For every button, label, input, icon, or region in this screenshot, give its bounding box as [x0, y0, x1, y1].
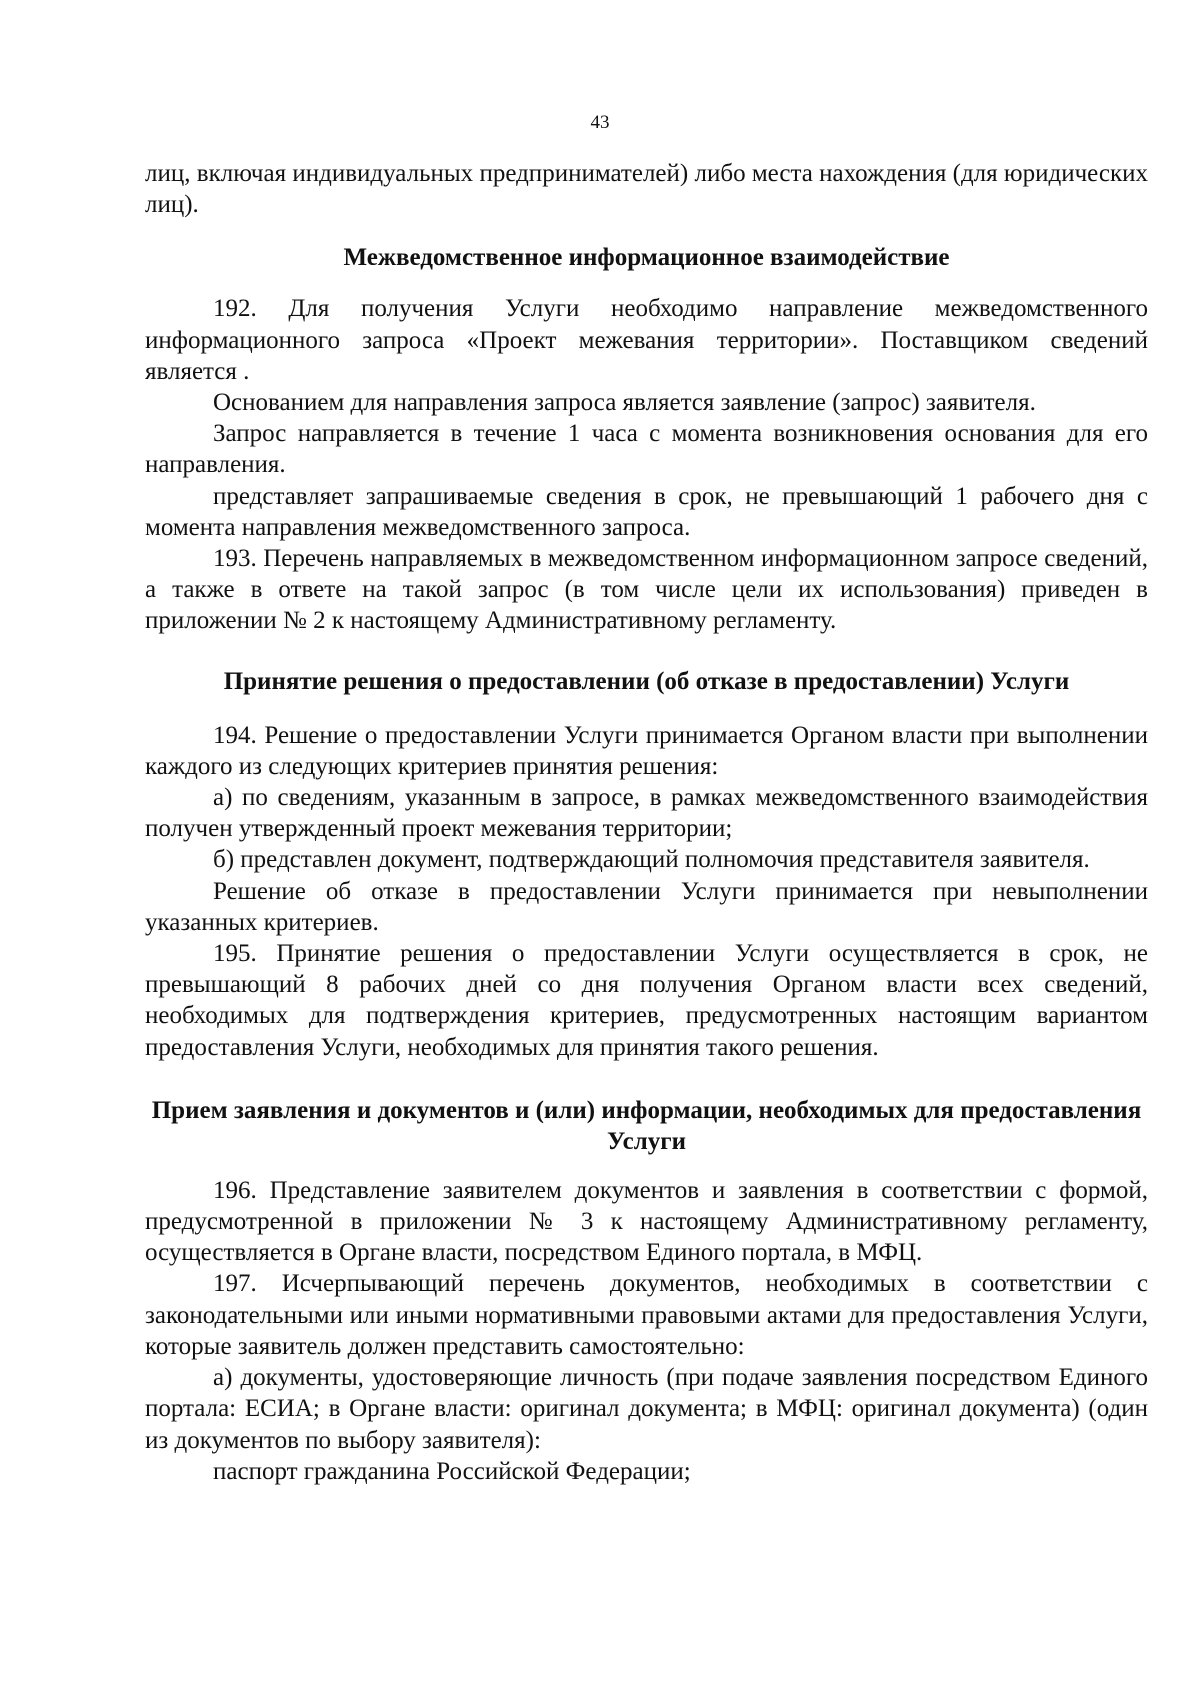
section-heading-decision: Принятие решения о предоставлении (об отказе в предоставлении) Услуги [223, 667, 1070, 695]
document-body [145, 158, 1148, 1487]
section-heading-reception: Прием заявления и документов и (или) информации, необходимых для предоставления Услуги [151, 1096, 1142, 1155]
paragraph-192-timing: Запрос направляется в течение 1 часа с момента возникновения основания для его направления. [145, 420, 1148, 479]
paragraph-192-basis: Основанием для направления запроса является заявление (запрос) заявителя. [213, 389, 1036, 417]
page-number: 43 [590, 112, 610, 133]
paragraph-197-a: а) документы, удостоверяющие личность (при подаче заявления посредством Единого портала: ЕСИА; в Органе власти: оригинал документа; в МФЦ: оригинал документа) (один из документов по выбору заявителя): [145, 1364, 1148, 1454]
paragraph-192: 192. Для получения Услуги необходимо направление межведомственного информационного запроса «Проект межевания территории». Поставщиком сведений является . [145, 295, 1148, 385]
paragraph-193: 193. Перечень направляемых в межведомственном информационном запросе сведений, а также в ответе на такой запрос (в том числе цели их использования) приведен в приложении № 2 к настоящему Административному регламенту. [145, 545, 1148, 635]
paragraph-197: 197. Исчерпывающий перечень документов, необходимых в соответствии с законодательными или иными нормативными правовыми актами для предоставления Услуги, которые заявитель должен представить самостоятельно: [145, 1270, 1148, 1360]
paragraph-192-response: представляет запрашиваемые сведения в срок, не превышающий 1 рабочего дня с момента направления межведомственного запроса. [145, 482, 1148, 541]
paragraph-continuation: лиц, включая индивидуальных предпринимателей) либо места нахождения (для юридических лиц). [145, 160, 1148, 219]
section-heading-interagency: Межведомственное информационное взаимодействие [343, 244, 950, 272]
paragraph-194-b: б) представлен документ, подтверждающий полномочия представителя заявителя. [213, 846, 1090, 874]
paragraph-194: 194. Решение о предоставлении Услуги принимается Органом власти при выполнении каждого из следующих критериев принятия решения: [145, 721, 1148, 780]
paragraph-197-passport: паспорт гражданина Российской Федерации; [213, 1457, 691, 1485]
paragraph-194-a: а) по сведениям, указанным в запросе, в рамках межведомственного взаимодействия получен утвержденный проект межевания территории; [145, 784, 1148, 843]
paragraph-195: 195. Принятие решения о предоставлении Услуги осуществляется в срок, не превышающий 8 рабочих дней со дня получения Органом власти всех сведений, необходимых для подтверждения критериев, предусмотренных настоящим вариантом предоставления Услуги, необходимых для принятия такого решения. [145, 940, 1148, 1061]
paragraph-196: 196. Представление заявителем документов и заявления в соответствии с формой, предусмотренной в приложении № 3 к настоящему Административному регламенту, осуществляется в Органе власти, посредством Единого портала, в МФЦ. [145, 1176, 1148, 1267]
paragraph-194-refusal: Решение об отказе в предоставлении Услуги принимается при невыполнении указанных критериев. [145, 877, 1148, 936]
